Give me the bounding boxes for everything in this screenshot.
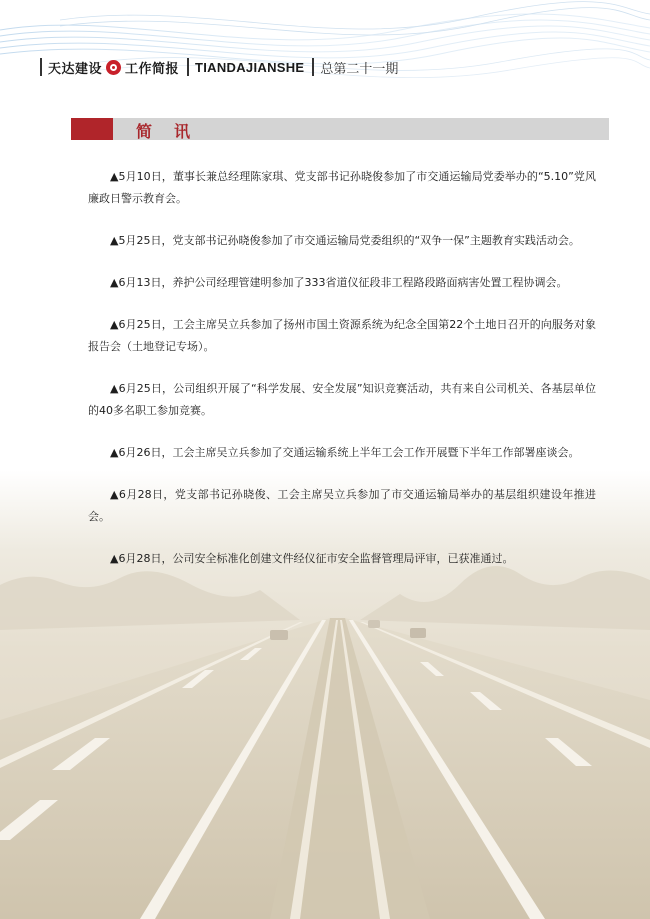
section-accent-block [71, 118, 113, 140]
masthead-divider [312, 58, 314, 76]
news-item: ▲6月28日，党支部书记孙晓俊、工会主席吴立兵参加了市交通运输局举办的基层组织建设年推进会。 [88, 488, 596, 523]
news-list [88, 166, 596, 590]
header-wave-decoration [0, 0, 650, 95]
section-header-bar [71, 118, 609, 140]
masthead-divider [40, 58, 42, 76]
news-item: ▲6月26日，工会主席吴立兵参加了交通运输系统上半年工会工作开展暨下半年工作部署座谈会。 [110, 446, 580, 459]
masthead [40, 56, 398, 78]
news-item: ▲6月25日，工会主席吴立兵参加了扬州市国土资源系统为纪念全国第22个土地日召开的向服务对象报告会（土地登记专场）。 [88, 318, 596, 353]
company-logo-icon [106, 60, 121, 75]
news-item: ▲5月25日，党支部书记孙晓俊参加了市交通运输局党委组织的“双争一保”主题教育实践活动会。 [110, 234, 580, 247]
masthead-divider [187, 58, 189, 76]
company-name: 天达建设 [48, 61, 103, 77]
news-item: ▲6月25日，公司组织开展了“科学发展、安全发展”知识竞赛活动，共有来自公司机关、各基层单位的40多名职工参加竞赛。 [88, 382, 596, 417]
issue-number: 总第二十一期 [320, 61, 399, 77]
pinyin-name: TIANDAJIANSHE [195, 59, 305, 75]
section-title: 简讯 [136, 122, 213, 141]
publication-name: 工作简报 [125, 61, 180, 77]
news-item: ▲6月13日，养护公司经理管建明参加了333省道仪征段非工程路段路面病害处置工程协调会。 [110, 276, 568, 289]
news-item: ▲5月10日，董事长兼总经理陈家琪、党支部书记孙晓俊参加了市交通运输局党委举办的“5.10”党风廉政日警示教育会。 [88, 170, 596, 205]
news-item: ▲6月28日，公司安全标准化创建文件经仪征市安全监督管理局评审，已获准通过。 [110, 552, 514, 565]
